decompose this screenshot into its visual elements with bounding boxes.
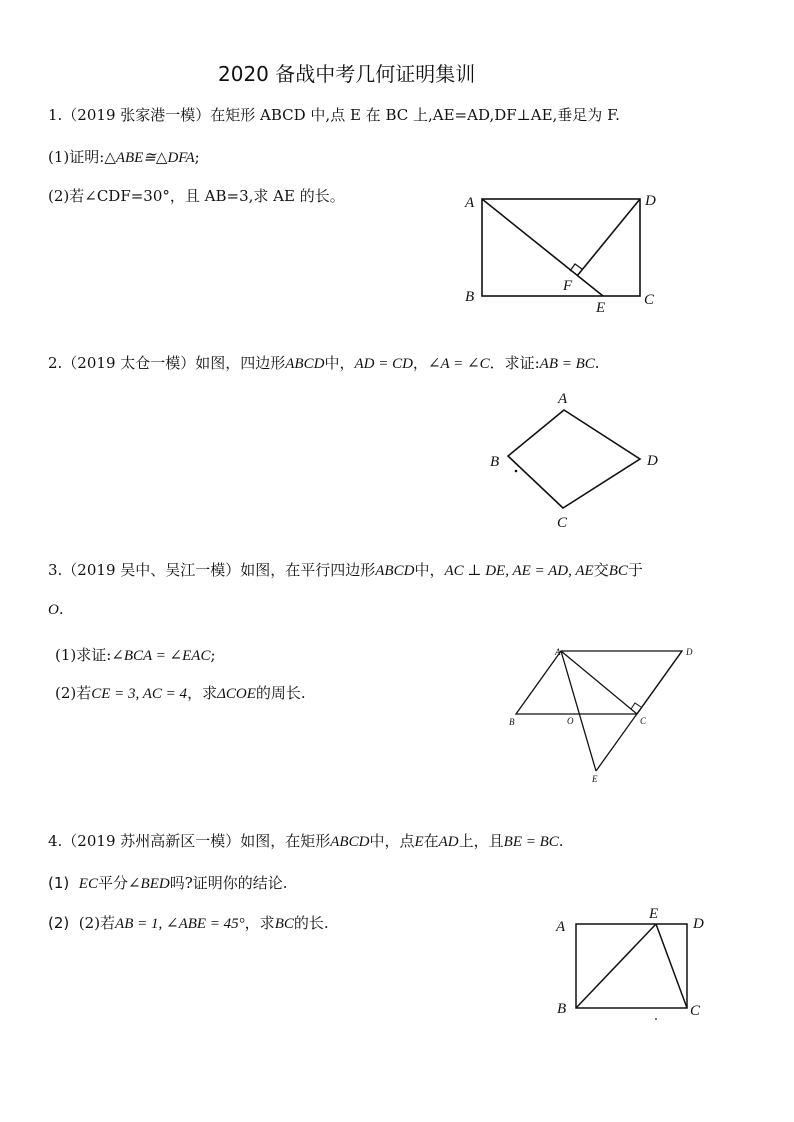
label-f: F: [563, 278, 573, 294]
stray-dot: [655, 1018, 657, 1020]
problem-4-text-mid3: 上，且: [458, 832, 504, 850]
problem-1-part-1-math: △ABE≅△DFA: [104, 150, 195, 166]
label-a: A: [465, 195, 475, 211]
problem-2-math-abcd: ABCD: [285, 356, 325, 372]
problem-3-part-1-math: ∠BCA = ∠EAC: [111, 648, 211, 664]
label-b: B: [509, 717, 515, 727]
label-e: E: [592, 774, 598, 784]
problem-4-part-1-math: EC: [78, 876, 98, 892]
label-b: B: [490, 454, 500, 470]
problem-4-text-mid1: 中，点: [369, 832, 415, 850]
problem-3-part-2-math-2: ΔCOE: [217, 686, 256, 702]
label-c: C: [644, 292, 655, 308]
problem-3-math-bc: BC: [608, 563, 628, 579]
problem-2-math-ad-cd: AD = CD: [354, 356, 413, 372]
problem-4-part-2-math-2: BC: [274, 916, 294, 932]
problem-4-part-2-mid: ，求: [244, 914, 275, 932]
page-title: 2020 备战中考几何证明集训: [218, 62, 476, 86]
problem-2-text-mid2: ，: [412, 354, 428, 372]
label-o: O: [567, 716, 574, 726]
problem-4-part-2-prefix: (2)若: [78, 914, 116, 932]
segment-be: [576, 924, 656, 1008]
label-b: B: [557, 1001, 567, 1017]
problem-4-part-1-math-2: ∠BED: [127, 876, 170, 892]
segment-ec: [656, 924, 687, 1008]
problem-3-text-mid1: 中，: [414, 561, 445, 579]
label-e: E: [649, 906, 659, 922]
label-a: A: [555, 647, 561, 657]
problem-3-part-1-prefix: (1)求证:: [55, 646, 112, 664]
problem-3-math-abcd: ABCD: [375, 563, 415, 579]
rectangle-abcd: [576, 924, 687, 1008]
problem-3-part-2-prefix: (2)若: [55, 684, 92, 702]
problem-2-text-end: .: [594, 354, 600, 372]
problem-4-part-1-mid: 平分: [97, 874, 128, 892]
problem-4-part-2-number: (2): [48, 914, 70, 932]
problem-2-header-prefix: 2.（2019 太仓一模）如图，四边形: [48, 354, 286, 372]
label-d: D: [693, 916, 704, 932]
problem-3-part-2-math-1: CE = 3, AC = 4: [91, 686, 188, 702]
problem-4-text-mid2: 在: [423, 832, 439, 850]
label-a: A: [558, 391, 568, 407]
label-c: C: [557, 515, 568, 531]
label-c: C: [690, 1003, 701, 1019]
problem-2-text-mid3: ．求证:: [489, 354, 540, 372]
problem-2-math-angle: ∠A = ∠C: [427, 356, 490, 372]
label-a: A: [556, 919, 566, 935]
problem-4-math-e: E: [414, 834, 424, 850]
problem-3-math-o: O: [48, 602, 59, 618]
label-d: D: [645, 193, 656, 209]
label-c: C: [640, 716, 647, 726]
problem-4-part-1-suffix: 吗?证明你的结论.: [169, 874, 288, 892]
problem-4-part-2-suffix: 的长.: [293, 914, 329, 932]
problem-4-math-ad: AD: [438, 834, 459, 850]
problem-3-text-end: 于: [627, 561, 643, 579]
problem-3-line2-end: .: [58, 600, 64, 618]
problem-2-math-ab-bc: AB = BC: [539, 356, 595, 372]
problem-4-part-2-math: AB = 1, ∠ABE = 45°: [115, 916, 245, 932]
label-d: D: [686, 647, 693, 657]
problem-1-part-1-suffix: ;: [194, 148, 200, 166]
problem-3-part-1-suffix: ;: [210, 646, 216, 664]
problem-2-text-mid1: 中，: [324, 354, 355, 372]
problem-4-part-1-number: (1): [48, 874, 70, 892]
label-b: B: [465, 289, 475, 305]
problem-3-part-2-mid: ，求: [187, 684, 218, 702]
problem-4-math-abcd: ABCD: [330, 834, 370, 850]
problem-3-part-2-suffix: 的周长.: [255, 684, 306, 702]
problem-3-header-prefix: 3.（2019 吴中、吴江一模）如图，在平行四边形: [48, 561, 376, 579]
problem-1-part-2: (2)若∠CDF=30°，且 AB=3,求 AE 的长。: [48, 187, 345, 205]
problem-4-text-end: .: [558, 832, 564, 850]
problem-3-math-conditions: AC ⊥ DE, AE = AD, AE: [444, 563, 594, 579]
problem-4-math-be-bc: BE = BC: [503, 834, 559, 850]
problem-4-header-prefix: 4.（2019 苏州高新区一模）如图，在矩形: [48, 832, 331, 850]
problem-1-part-1-prefix: (1)证明:: [48, 148, 105, 166]
problem-1-header: 1.（2019 张家港一模）在矩形 ABCD 中,点 E 在 BC 上,AE=AD,DF⊥AE,垂足为 F.: [48, 106, 620, 124]
problem-3-text-mid2: 交: [593, 561, 609, 579]
label-d: D: [647, 453, 658, 469]
label-e: E: [596, 300, 606, 316]
